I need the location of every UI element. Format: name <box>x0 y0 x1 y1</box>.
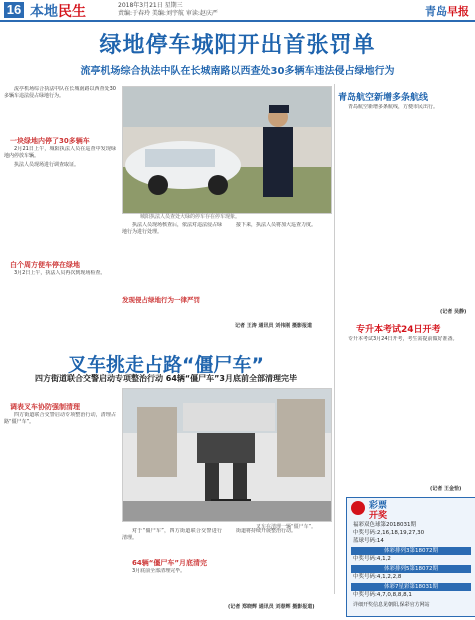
page-header <box>0 0 475 22</box>
article1-penalty-heading: 发现侵占绿地行为一律严罚 <box>122 296 200 304</box>
lottery-line-5: 体彩排列5第18072期 <box>351 565 471 573</box>
newspaper-logo <box>425 3 469 19</box>
issue-meta <box>118 2 218 18</box>
side1-body: 青岛航空新增多条航线，方便市民出行。 <box>348 104 439 110</box>
lottery-line-3: 体彩排列3第18072期 <box>351 547 471 555</box>
lottery-title-1: 彩票 <box>369 501 388 511</box>
article1-photo-caption: 城阳执法人员查处大绿的停车存在停车现象。 <box>140 214 241 220</box>
article2-subhead: 四方街道联合交警启动专项整治行动 64辆“僵尸车”3月底前全部清理完毕 <box>35 374 297 383</box>
page-number: 16 <box>4 2 24 18</box>
side2-byline: (记者 王金恰) <box>430 486 462 492</box>
article1-column-left-2: 2月21日上午，城阳执法人员在巡查中发现绿地内停放车辆。 执法人员现场进行调查取证。 <box>4 146 116 168</box>
lottery-line-6: 中奖号码:4,1,2,2,8 <box>353 574 402 580</box>
lottery-line-1: 中奖号码:2,16,18,19,27,30 <box>353 530 425 536</box>
issue-editors: 责编:于春玲 美编:刘宇航 审读:赵庆严 <box>118 10 218 17</box>
lottery-line-7: 体彩7星彩第18031期 <box>351 583 471 591</box>
article2-column-left: 四方街道联合交警启动专项整治行动，清理占路“僵尸车”。 <box>4 412 116 425</box>
lottery-header <box>347 498 475 520</box>
section-title-a: 本地 <box>30 4 58 20</box>
article2-column-mid: 对于“僵尸车”，四方街道联合交警进行清理。 <box>122 528 222 541</box>
lottery-ball-icon <box>351 501 365 515</box>
article1-column-mid: 执法人员现场核查后，依法对违法侵占绿地行为进行处理。 <box>122 222 222 235</box>
column-divider <box>334 84 335 594</box>
article2-heading1: 调表叉车协防强制清理 <box>10 403 80 411</box>
article2-photo-caption: 叉车在清理一辆“僵尸车”。 <box>256 524 317 530</box>
article1-column-left: 流亭机场综合执法中队在长城南路以西查处30多辆车违法侵占绿地行为。 <box>4 86 116 99</box>
officer-car-illustration <box>123 87 331 213</box>
article1-subhead: 流亭机场综合执法中队在长城南路以西查处30多辆车违法侵占绿地行为 <box>80 66 395 77</box>
lottery-title-2: 开奖 <box>369 511 388 521</box>
issue-date: 2018年3月21日 星期三 <box>118 2 183 9</box>
lottery-line-4: 中奖号码:4,1,2 <box>353 556 391 562</box>
lottery-line-9: 详细开奖信息见朝阳,保彩官方网站 <box>353 602 430 608</box>
article1-byline: 记者 王涛 通讯员 刘伟刚 摄影报道 <box>235 323 312 329</box>
article1-headline: 绿地停车城阳开出首张罚单 <box>99 33 376 58</box>
article2-column-mid-2: 3月底前全部清理完毕。 <box>132 568 186 574</box>
article2-column-right: 街道将持续开展整治行动。 <box>236 528 297 534</box>
article1-column-left-3: 3月2日上午，执法人员再次到现场检查。 <box>14 270 106 276</box>
article2-headline: 叉车挑走占路“僵尸车” <box>68 354 264 376</box>
side1-byline: (记者 吴静) <box>440 309 467 315</box>
side1-title: 青岛航空新增多条航线 <box>338 93 429 103</box>
lottery-line-8: 中奖号码:4,7,0,8,8,8,1 <box>353 592 412 598</box>
forklift-illustration <box>123 389 331 521</box>
article1-lead-heading: 一块绿地内停了30多辆车 <box>10 137 90 145</box>
section-title <box>30 1 86 21</box>
article2-heading2: 64辆“僵尸车”月底清完 <box>132 559 207 567</box>
side2-title: 专升本考试24日开考 <box>356 325 441 335</box>
side2-body: 专升本考试3月24日开考，考生需提前做好准备。 <box>348 336 458 342</box>
article2-photo <box>122 388 332 522</box>
article1-photo <box>122 86 332 214</box>
section-title-b: 民生 <box>58 4 86 20</box>
logo-part-a: 青岛 <box>425 5 447 18</box>
article1-column-right: 接下来，执法人员将加大巡查力度。 <box>236 222 317 228</box>
logo-part-b: 早报 <box>447 5 469 18</box>
lottery-box <box>346 497 475 617</box>
lottery-line-2: 蓝球号码:14 <box>353 538 384 544</box>
article2-byline: (记者 郑晓辉 通讯员 刘春辉 摄影报道) <box>228 604 315 610</box>
lottery-line-0: 福彩双色球第2018031期 <box>353 522 416 528</box>
article1-mid-heading: 白个周方便车停在绿地 <box>10 261 80 269</box>
